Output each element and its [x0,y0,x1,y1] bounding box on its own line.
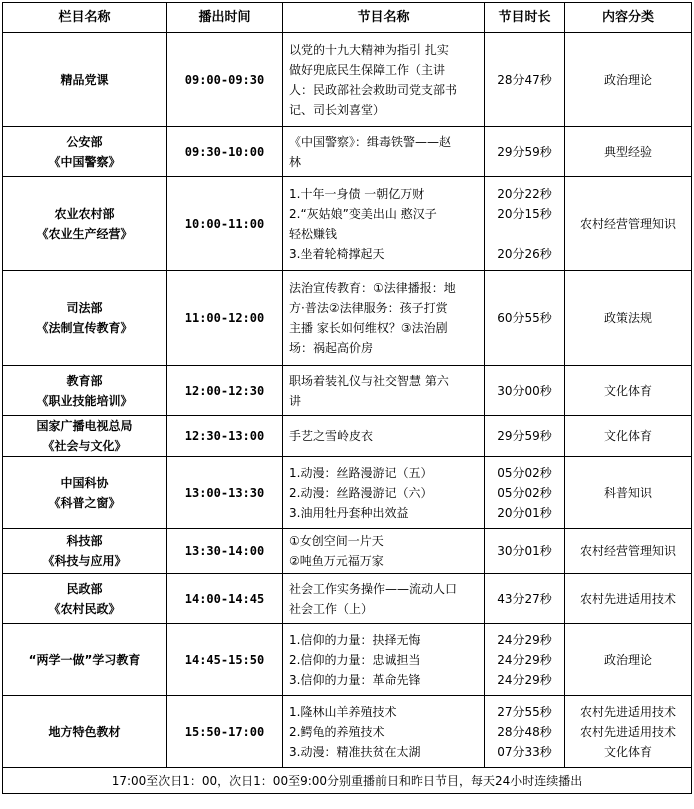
air-time-cell: 15:50-17:00 [167,696,283,768]
category-line: 农村经营管理知识 [579,216,676,231]
column-name-cell [3,366,167,416]
header-row [3,3,692,33]
table-row [3,177,692,271]
air-time-cell: 12:30-13:00 [167,416,283,457]
category-cell [565,529,692,574]
duration-line: 29分59秒 [497,429,552,443]
air-time-cell: 14:45-15:50 [167,624,283,696]
program-line: 记、司长刘喜堂） [289,102,386,117]
column-name-line: 《中国警察》 [48,154,121,169]
air-time-cell: 12:00-12:30 [167,366,283,416]
table-row [3,574,692,624]
table-row [3,127,692,177]
column-name-line: 精品党课 [60,72,109,87]
duration-cell [485,177,565,271]
program-name-cell [283,574,485,624]
table-row [3,529,692,574]
duration-cell [485,271,565,366]
program-line: 以党的十九大精神为指引 扎实 [289,42,449,57]
air-time-cell: 09:30-10:00 [167,127,283,177]
duration-line: 05分02秒 [497,465,552,480]
duration-line: 20分22秒 [497,186,552,201]
duration-line: 28分48秒 [497,724,552,739]
schedule-sheet [2,2,692,794]
program-line: 2.“灰姑娘”变美出山 憨汉子 [289,206,437,221]
program-line: 2.动漫：丝路漫游记（六） [289,485,433,500]
program-line: 做好兜底民生保障工作（主讲 [289,62,446,77]
duration-line: 30分01秒 [497,544,552,558]
rebroadcast-note: 17:00至次日1：00，次日1：00至9:00分别重播前日和昨日节目，每天24小时连续播出 [3,768,692,794]
table-row [3,457,692,529]
program-line: 1.动漫：丝路漫游记（五） [289,465,433,480]
category-line: 农村先进适用技术 [579,724,676,739]
program-line: 《中国警察》：缉毒铁警——赵 [289,134,452,149]
header-program-name: 节目名称 [283,3,485,33]
duration-cell [485,127,565,177]
program-schedule-table [2,2,692,794]
schedule-rows [3,33,692,768]
program-line: 职场着装礼仪与社交智慧 第六 [289,373,449,388]
table-row [3,696,692,768]
table-row [3,366,692,416]
column-name-cell [3,416,167,457]
program-line: ①女创空间一片天 [289,534,384,548]
column-name-cell [3,271,167,366]
duration-cell [485,696,565,768]
program-line: 3.坐着轮椅撑起天 [289,246,385,261]
category-line: 农村先进适用技术 [579,591,676,606]
column-name-cell [3,696,167,768]
duration-cell [485,624,565,696]
column-name-line: 农业农村部 [54,206,115,221]
column-name-line: 中国科协 [60,475,109,490]
air-time-cell: 13:00-13:30 [167,457,283,529]
duration-line: 60分55秒 [497,311,552,325]
program-line: 2.信仰的力量：忠诚担当 [289,652,421,667]
header-column-name: 栏目名称 [3,3,167,33]
duration-line: 30分00秒 [497,383,552,398]
column-name-cell [3,33,167,127]
column-name-line: 司法部 [66,301,103,315]
program-name-cell [283,271,485,366]
category-cell [565,574,692,624]
program-line: 3.信仰的力量：革命先锋 [289,672,421,687]
duration-line: 27分55秒 [497,704,552,719]
program-line: 2.鳄龟的养殖技术 [289,724,385,739]
column-name-line: 《职业技能培训》 [36,393,133,408]
program-name-cell [283,127,485,177]
category-line: 科普知识 [603,485,652,500]
air-time-cell: 10:00-11:00 [167,177,283,271]
category-cell [565,271,692,366]
program-line: 3.油用牡丹套种出效益 [289,505,409,520]
program-line: 1.十年一身债 一朝亿万财 [289,186,425,201]
duration-line: 05分02秒 [497,485,552,500]
footer-row [3,768,692,794]
column-name-cell [3,624,167,696]
duration-cell [485,33,565,127]
category-line: 农村先进适用技术 [579,704,676,719]
program-name-cell [283,624,485,696]
duration-cell [485,529,565,574]
column-name-line: 《农业生产经营》 [36,226,133,241]
program-line: 主播 家长如何维权？③法治剧 [289,321,448,335]
duration-line: 07分33秒 [497,744,552,759]
program-line: 人：民政部社会救助司党支部书 [289,82,458,97]
column-name-line: 《法制宣传教育》 [36,321,133,335]
duration-line: 20分15秒 [497,206,552,221]
column-name-line: “两学一做”学习教育 [28,652,141,667]
category-cell [565,416,692,457]
program-name-cell [283,177,485,271]
program-line: 3.动漫：精准扶贫在太湖 [289,744,421,759]
duration-line: 24分29秒 [497,632,552,647]
column-name-line: 民政部 [66,581,103,596]
table-row [3,33,692,127]
program-name-cell [283,33,485,127]
category-line: 文化体育 [603,383,652,398]
column-name-line: 《科普之窗》 [48,495,121,510]
category-cell [565,696,692,768]
program-name-cell [283,457,485,529]
category-cell [565,177,692,271]
program-line: 讲 [289,393,302,408]
duration-line: 20分01秒 [497,505,552,520]
program-line: ②吨鱼万元福万家 [289,554,384,568]
program-name-cell [283,366,485,416]
category-cell [565,127,692,177]
program-line: 场：祸起高价房 [289,341,374,355]
column-name-line: 《农村民政》 [48,601,121,616]
duration-line: 24分29秒 [497,652,552,667]
table-row [3,416,692,457]
category-cell [565,457,692,529]
duration-line: 29分59秒 [497,144,552,159]
column-name-cell [3,529,167,574]
air-time-cell: 09:00-09:30 [167,33,283,127]
column-name-cell [3,574,167,624]
header-category: 内容分类 [565,3,692,33]
air-time-cell: 14:00-14:45 [167,574,283,624]
duration-line: 43分27秒 [497,591,552,606]
category-cell [565,366,692,416]
program-line: 手艺之雪岭皮衣 [289,429,374,443]
category-line: 政治理论 [603,72,652,87]
column-name-line: 地方特色教材 [48,724,121,739]
program-line: 林 [289,154,302,169]
program-line: 社会工作实务操作——流动人口 [289,581,458,596]
duration-cell [485,366,565,416]
duration-line [485,224,564,244]
column-name-line: 《社会与文化》 [42,439,127,453]
header-air-time: 播出时间 [167,3,283,33]
category-line: 文化体育 [603,744,652,759]
header-duration: 节目时长 [485,3,565,33]
air-time-cell: 11:00-12:00 [167,271,283,366]
air-time-cell: 13:30-14:00 [167,529,283,574]
program-line: 1.信仰的力量：抉择无悔 [289,632,421,647]
duration-line: 28分47秒 [497,72,552,87]
column-name-line: 科技部 [66,534,103,548]
column-name-line: 公安部 [66,134,103,149]
program-line: 法治宣传教育：①法律播报：地 [289,281,456,295]
column-name-line: 教育部 [66,373,103,388]
program-name-cell [283,416,485,457]
category-cell [565,624,692,696]
category-line: 文化体育 [603,429,652,443]
program-line: 社会工作（上） [289,601,374,616]
category-line: 政策法规 [603,311,652,325]
category-cell [565,33,692,127]
duration-cell [485,457,565,529]
category-line: 政治理论 [603,652,652,667]
table-row [3,271,692,366]
program-name-cell [283,696,485,768]
column-name-line: 国家广播电视总局 [36,419,133,433]
table-row [3,624,692,696]
program-line: 1.隆林山羊养殖技术 [289,704,397,719]
category-line: 典型经验 [603,144,652,159]
duration-line: 24分29秒 [497,672,552,687]
column-name-line: 《科技与应用》 [42,554,127,568]
program-line: 方·普法②法律服务：孩子打赏 [289,301,448,315]
column-name-cell [3,127,167,177]
program-line: 轻松赚钱 [289,226,338,241]
duration-cell [485,416,565,457]
duration-cell [485,574,565,624]
category-line: 农村经营管理知识 [579,544,676,558]
duration-line: 20分26秒 [497,246,552,261]
column-name-cell [3,177,167,271]
column-name-cell [3,457,167,529]
program-name-cell [283,529,485,574]
